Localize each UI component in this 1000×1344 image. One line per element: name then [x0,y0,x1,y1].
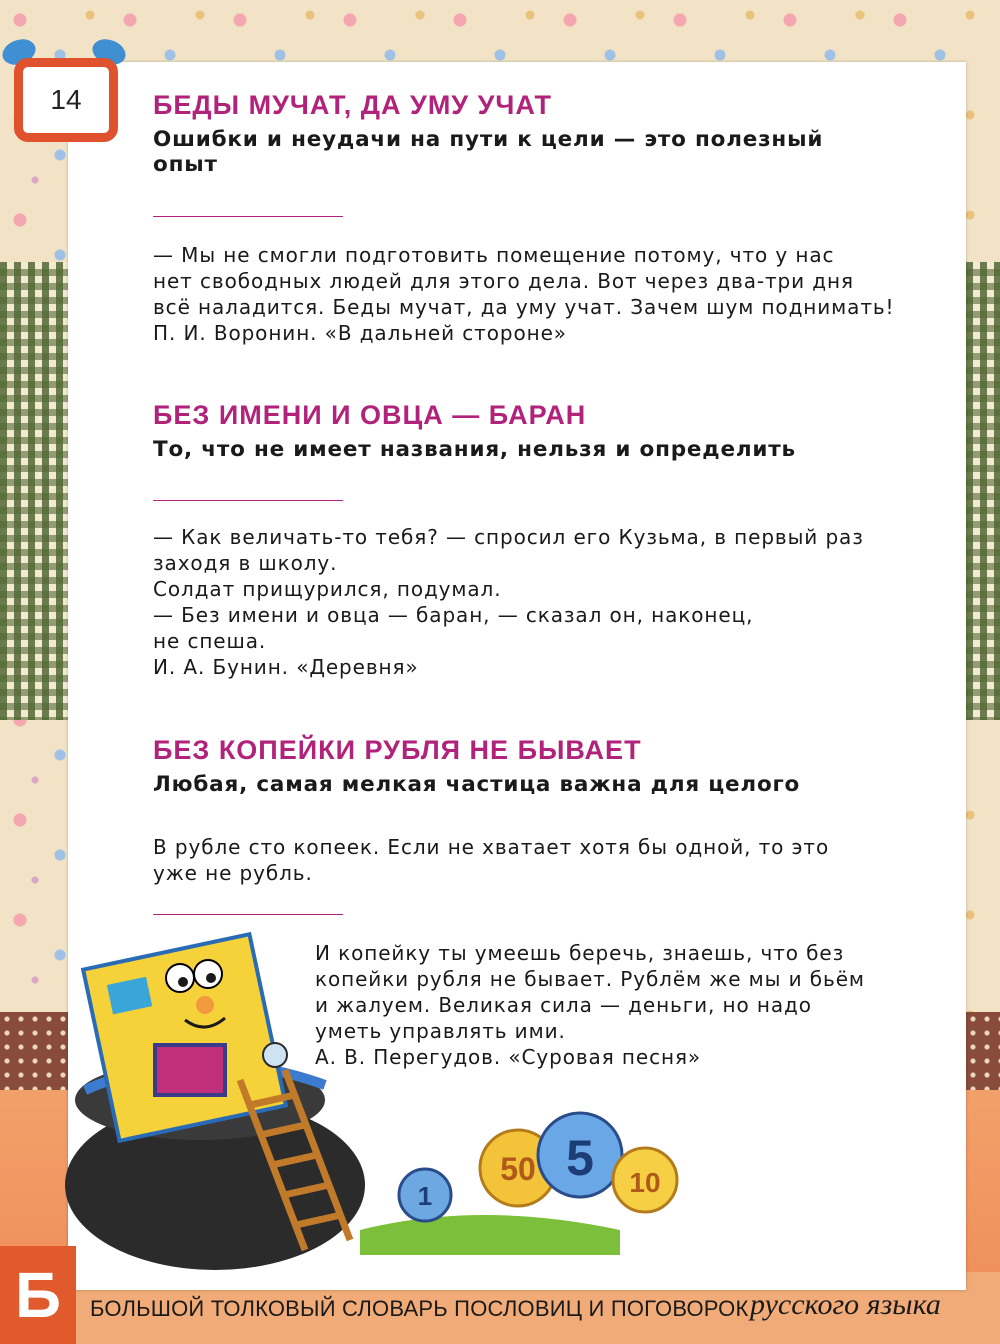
entry-2 [153,400,893,462]
entry-title: БЕЗ ИМЕНИ И ОВЦА — БАРАН [153,400,587,430]
quote-line: не спеша. [153,629,267,653]
explanation-line: уже не рубль. [153,861,313,885]
quote-line: всё наладится. Беды мучат, да уму учат. Зачем шум поднимать! [153,295,895,319]
entry-quote [153,524,898,680]
section-letter: Б [15,1259,61,1331]
svg-text:50: 50 [500,1151,536,1187]
quote-line: и жалуем. Великая сила — деньги, но надо [315,993,812,1017]
quote-line: заходя в школу. [153,551,338,575]
entry-meaning: То, что не имеет названия, нельзя и определить [153,437,796,462]
explanation-line: В рубле сто копеек. Если не хватает хотя бы одной, то это [153,835,830,859]
quote-line: — Как величать-то тебя? — спросил его Кузьма, в первый раз [153,525,864,549]
quote-line: нет свободных людей для этого дела. Вот через два-три дня [153,269,854,293]
divider [153,216,343,217]
coin-10-icon [613,1148,677,1212]
book-title: БОЛЬШОЙ ТОЛКОВЫЙ СЛОВАРЬ ПОСЛОВИЦ И ПОГОВОРОК [90,1296,749,1321]
quote-source: И. А. Бунин. «Деревня» [153,655,419,679]
money-illustration [60,930,700,1270]
quote-line: — Мы не смогли подготовить помещение потому, что у нас [153,243,835,267]
quote-line: копейки рубля не бывает. Рублём же мы и бьём [315,967,865,991]
entry-1 [153,90,893,177]
quote-line: уметь управлять ими. [315,1019,566,1043]
book-title-italic: русского языка [750,1288,941,1321]
svg-text:10: 10 [629,1167,661,1198]
entry-title: БЕЗ КОПЕЙКИ РУБЛЯ НЕ БЫВАЕТ [153,735,642,765]
svg-text:1: 1 [417,1181,433,1211]
entry-explanation [153,834,898,886]
quote-source: А. В. Перегудов. «Суровая песня» [315,1045,702,1069]
quote-line: Солдат прищурился, подумал. [153,577,502,601]
divider [153,500,343,501]
grass-icon [360,1215,620,1255]
checkered-border-left [0,262,68,720]
quote-line: — Без имени и овца — баран, — сказал он, наконец, [153,603,754,627]
coin-1-icon [399,1169,451,1221]
entry-meaning: Ошибки и неудачи на пути к цели — это полезный опыт [153,127,824,177]
entry-title: БЕДЫ МУЧАТ, ДА УМУ УЧАТ [153,90,553,120]
divider [153,914,343,915]
quote-line: И копейку ты умеешь беречь, знаешь, что без [315,941,845,965]
checkered-border-right [966,262,1000,720]
quote-source: П. И. Воронин. «В дальней стороне» [153,321,567,345]
entry-3 [153,735,893,797]
page-number: 14 [50,84,82,115]
banknote-character-icon [83,934,287,1141]
coin-5-icon [538,1113,622,1197]
entry-meaning: Любая, самая мелкая частица важна для целого [153,772,801,797]
svg-text:5: 5 [566,1130,594,1186]
entry-quote [153,242,898,346]
